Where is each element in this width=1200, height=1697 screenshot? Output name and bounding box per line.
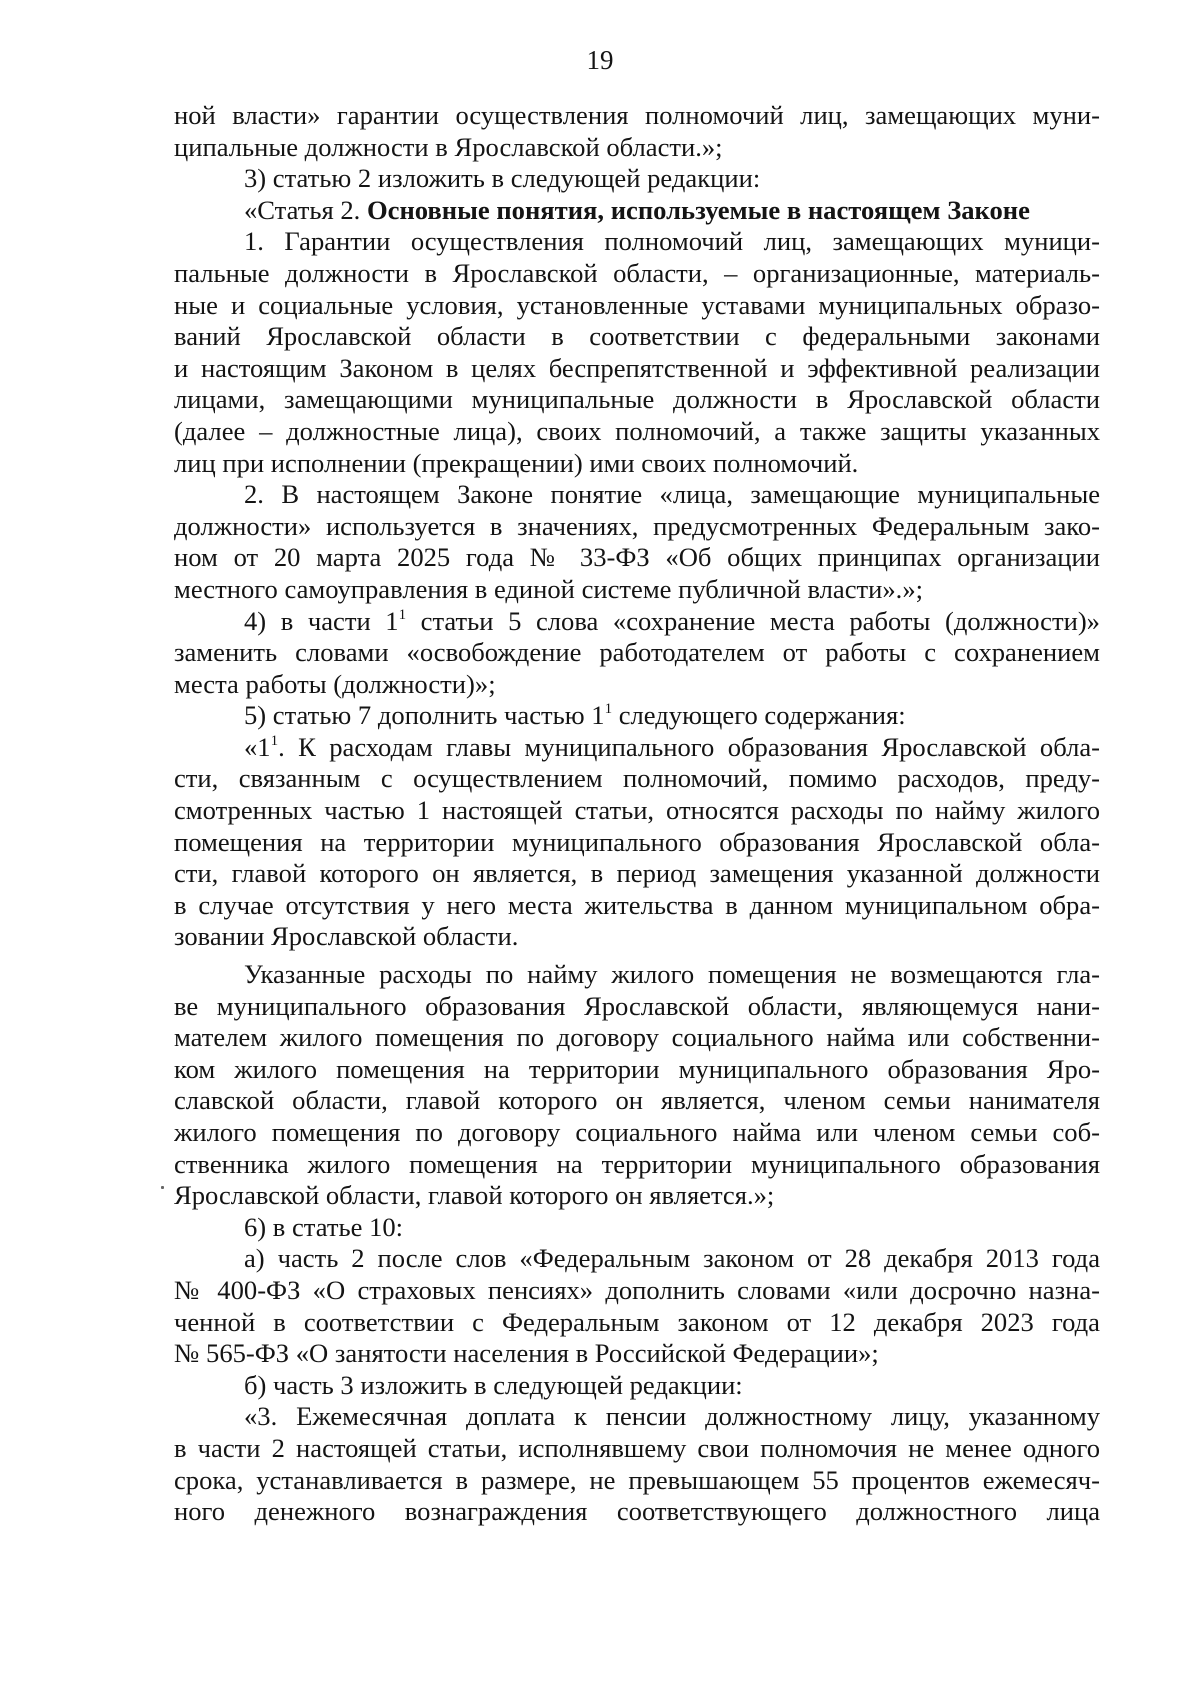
text-line — [174, 195, 1100, 227]
text-line — [174, 991, 1100, 1023]
line-text: зовании Ярославской области. — [174, 921, 519, 952]
text-line — [174, 416, 1100, 448]
line-text: ве муниципального образования Ярославской области, являющемуся нани- — [174, 990, 1100, 1021]
text-line — [174, 163, 1100, 195]
line-text: сти, главой которого он является, в период замещения указанной должности — [174, 858, 1100, 889]
text-line — [174, 858, 1100, 890]
text-line — [174, 479, 1100, 511]
line-text: жилого помещения по договору социального найма или членом семьи соб- — [174, 1117, 1100, 1147]
text-line — [174, 637, 1100, 669]
text-line — [174, 574, 1100, 606]
text-line — [174, 290, 1100, 322]
text-line — [174, 511, 1100, 543]
text-line — [174, 1149, 1100, 1181]
text-line — [174, 795, 1100, 827]
text-line — [174, 1401, 1100, 1433]
text-line — [174, 827, 1100, 859]
line-text: помещения на территории муниципального образования Ярославской обла- — [174, 826, 1100, 857]
line-text: места работы (должности)»; — [174, 668, 496, 699]
line-text: ственника жилого помещения на территории муниципального образования — [174, 1148, 1100, 1179]
text-line — [174, 321, 1100, 353]
text-line — [174, 1054, 1100, 1086]
line-text: а) часть 2 после слов «Федеральным законом от 28 декабря 2013 года — [244, 1243, 1100, 1274]
line-text: Указанные расходы по найму жилого помещения не возмещаются гла- — [244, 959, 1100, 990]
line-text: ципальные должности в Ярославской области.»; — [174, 131, 723, 162]
line-text: мателем жилого помещения по договору социального найма или собственни- — [174, 1022, 1100, 1053]
text-line — [174, 959, 1100, 991]
line-text: ваний Ярославской области в соответствии с федеральными законами — [174, 321, 1100, 352]
text-line — [174, 448, 1100, 480]
text-line — [174, 353, 1100, 385]
text-line — [174, 732, 1100, 764]
line-text: сти, связанным с осуществлением полномочий, помимо расходов, преду- — [174, 763, 1100, 794]
text-line — [174, 700, 1100, 732]
text-line — [174, 921, 1100, 953]
line-text: «3. Ежемесячная доплата к пенсии должностному лицу, указанному — [244, 1401, 1100, 1432]
line-text: «Статья 2. — [244, 194, 367, 225]
text-line — [174, 763, 1100, 795]
page-number: 19 — [586, 45, 614, 75]
line-text: 1. Гарантии осуществления полномочий лиц, замещающих муници- — [244, 226, 1100, 257]
text-line — [174, 1433, 1100, 1465]
line-text: славской области, главой которого он является, членом семьи нанимателя — [174, 1085, 1100, 1116]
text-line — [174, 1243, 1100, 1275]
line-text: № 565-ФЗ «О занятости населения в Российской Федерации»; — [174, 1338, 879, 1369]
line-text: ной власти» гарантии осуществления полномочий лиц, замещающих муни- — [174, 100, 1100, 130]
line-text: пальные должности в Ярославской области, – организационные, материаль- — [174, 257, 1100, 288]
line-text: лиц при исполнении (прекращении) ими своих полномочий. — [174, 447, 859, 478]
document-body — [174, 100, 1100, 1528]
text-line — [174, 1370, 1100, 1402]
line-text: Ярославской области, главой которого он является.»; — [174, 1180, 775, 1211]
text-line — [174, 890, 1100, 922]
text-line — [174, 542, 1100, 574]
line-text-continued: следующего содержания: — [612, 700, 906, 731]
line-text: в части 2 настоящей статьи, исполнявшему свои полномочия не менее одного — [174, 1432, 1100, 1463]
text-line — [174, 669, 1100, 701]
line-text: заменить словами «освобождение работодателем от работы с сохранением — [174, 637, 1100, 668]
line-text: «1 — [244, 731, 271, 762]
line-text: в случае отсутствия у него места жительства в данном муниципальном обра- — [174, 889, 1100, 920]
text-line — [174, 1338, 1100, 1370]
text-line — [174, 100, 1100, 132]
line-text: ном от 20 марта 2025 года № 33-ФЗ «Об общих принципах организации — [174, 542, 1100, 573]
text-line — [174, 1117, 1100, 1149]
text-line — [174, 384, 1100, 416]
text-line — [174, 1180, 1100, 1212]
superscript: 1 — [398, 606, 407, 623]
superscript: 1 — [604, 701, 613, 718]
text-line — [174, 226, 1100, 258]
text-line — [174, 1212, 1100, 1244]
text-line — [174, 132, 1100, 164]
line-text-continued: . К расходам главы муниципального образования Ярославской обла- — [278, 731, 1100, 762]
text-line — [174, 606, 1100, 638]
text-line — [174, 258, 1100, 290]
line-text: б) часть 3 изложить в следующей редакции: — [244, 1369, 743, 1400]
text-line — [174, 1307, 1100, 1339]
line-text: должности» используется в значениях, предусмотренных Федеральным зако- — [174, 510, 1100, 541]
line-text: ного денежного вознаграждения соответствующего должностного лица — [174, 1496, 1100, 1527]
line-text: срока, устанавливается в размере, не превышающем 55 процентов ежемесяч- — [174, 1464, 1100, 1495]
line-text: 4) в части 1 — [244, 605, 399, 636]
text-line — [174, 1085, 1100, 1117]
line-text-continued: статьи 5 слова «сохранение места работы (должности)» — [406, 605, 1100, 636]
line-text: местного самоуправления в единой системе публичной власти».»; — [174, 573, 924, 604]
line-text: 2. В настоящем Законе понятие «лица, замещающие муниципальные — [244, 479, 1100, 510]
line-text: лицами, замещающими муниципальные должности в Ярославской области — [174, 384, 1100, 415]
line-text: 5) статью 7 дополнить частью 1 — [244, 700, 605, 731]
text-line — [174, 1022, 1100, 1054]
line-text: ные и социальные условия, установленные уставами муниципальных образо- — [174, 289, 1100, 320]
line-text: ченной в соответствии с Федеральным законом от 12 декабря 2023 года — [174, 1306, 1100, 1337]
line-text: смотренных частью 1 настоящей статьи, относятся расходы по найму жилого — [174, 795, 1100, 826]
line-text: 3) статью 2 изложить в следующей редакции: — [244, 163, 761, 194]
line-text: 6) в статье 10: — [244, 1211, 404, 1242]
line-text: и настоящим Законом в целях беспрепятственной и эффективной реализации — [174, 352, 1100, 383]
text-line — [174, 1496, 1100, 1528]
line-text: ком жилого помещения на территории муниципального образования Яро- — [174, 1053, 1100, 1084]
text-line — [174, 1465, 1100, 1497]
line-text: № 400-ФЗ «О страховых пенсиях» дополнить словами «или досрочно назна- — [174, 1274, 1100, 1305]
line-text: (далее – должностные лица), своих полномочий, а также защиты указанных — [174, 415, 1100, 446]
scan-artifact-dot — [161, 1186, 164, 1189]
text-line — [174, 1275, 1100, 1307]
article-heading: Основные понятия, используемые в настоящем Законе — [366, 194, 1030, 225]
superscript: 1 — [270, 732, 279, 749]
